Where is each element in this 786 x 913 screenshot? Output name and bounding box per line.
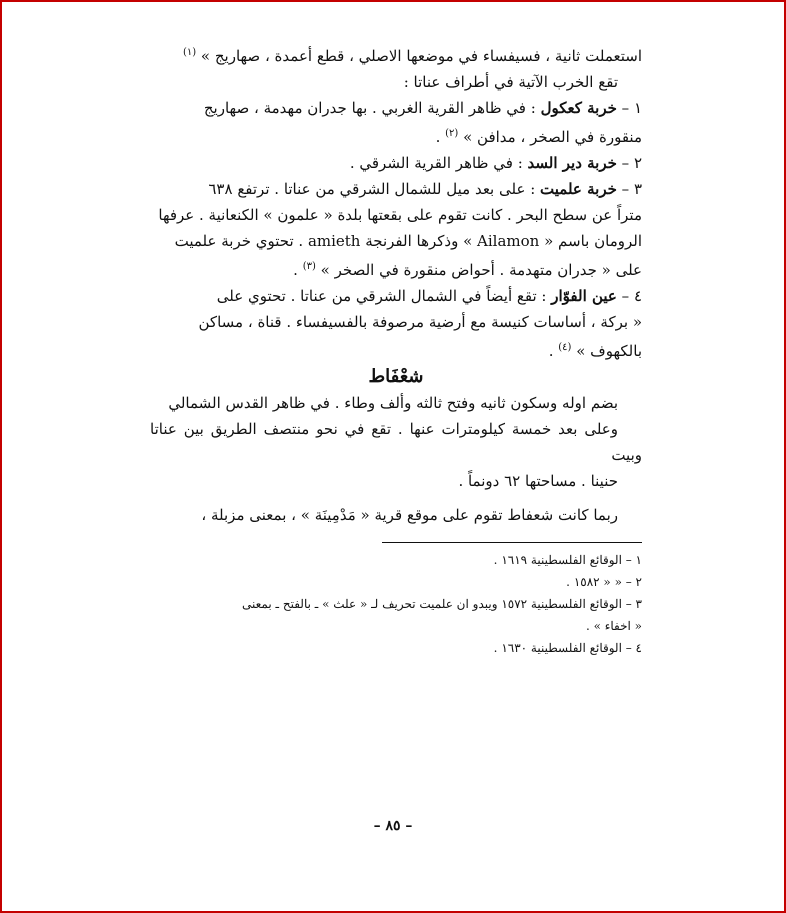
- footnote-2: ٢ – « « ١٥٨٢ .: [566, 575, 642, 589]
- entry-text: : على بعد ميل للشمال الشرقي من عناتا . ترتفع ٦٣٨: [208, 180, 536, 198]
- entry-number: ١ –: [621, 99, 642, 117]
- page-number: – ٨٥ –: [373, 818, 413, 834]
- book-page: [150, 40, 642, 659]
- entry-number: ٢ –: [621, 154, 642, 172]
- entry-text: : تقع أيضاً في الشمال الشرقي من عناتا . تحتوي على: [216, 287, 547, 305]
- entry-text: « بركة ، أساسات كنيسة مع أرضية مرصوفة بالفسيفساء . قناة ، مساكن: [198, 313, 642, 331]
- entry-text: : في ظاهر القرية الغربي . بها جدران مهدمة ، صهاريج: [203, 99, 536, 117]
- footnotes: [150, 549, 642, 659]
- section-heading: شعْفَاط: [368, 366, 424, 387]
- footnote-3-cont: « اخفاء » .: [585, 619, 642, 633]
- entry-text: متراً عن سطح البحر . كانت تقوم على بقعتها بلدة « علمون » الكنعانية . عرفها: [158, 206, 642, 224]
- footnote-1: ١ – الوقائع الفلسطينية ١٦١٩ .: [493, 553, 642, 567]
- section-paragraph-1: بضم اوله وسكون ثانيه وفتح ثالثه وألف وطاء . في ظاهر القدس الشمالي وعلى بعد خمسة كيلومترات عنها . تقع في نحو منتصف الطريق بين عناتا وبيت حنينا . مساحتها ٦٢ دونماً .: [150, 394, 642, 490]
- entry-2: [150, 150, 642, 176]
- footnote-ref-1: (١): [182, 47, 197, 58]
- entry-term: خربة كعكول: [540, 99, 617, 117]
- intro-line-1: استعملت ثانية ، فسيفساء في موضعها الاصلي ، قطع أعمدة ، صهاريج » $^{(١)}$: [182, 47, 642, 65]
- entry-text: الرومان باسم « Ailamon » وذكرها الفرنجة amieth . تحتوي خربة علميت: [174, 232, 642, 250]
- entry-text: بالكهوف » $^{(٤)}$ .: [548, 342, 642, 360]
- entry-term: عين الفوّار: [551, 287, 617, 305]
- entry-term: خربة دير السد: [527, 154, 617, 172]
- footnote-3: ٣ – الوقائع الفلسطينية ١٥٧٢ ويبدو ان علميت تحريف لـ « علث » ـ بالفتح ـ بمعنى: [242, 597, 642, 611]
- footnote-4: ٤ – الوقائع الفلسطينية ١٦٣٠ .: [493, 641, 642, 655]
- footnote-ref-2: (٢): [445, 128, 459, 139]
- section-paragraph-2: ربما كانت شعفاط تقوم على موقع قرية « مَدْمِينَة » ، بمعنى مزبلة ،: [201, 506, 618, 524]
- entry-4: [150, 283, 642, 364]
- entry-term: خربة علميت: [540, 180, 617, 198]
- entry-1: [150, 95, 642, 150]
- footnote-ref-3: (٣): [302, 261, 316, 272]
- entry-number: ٤ –: [621, 287, 642, 305]
- entry-number: ٣ –: [621, 180, 642, 198]
- entry-text: منقورة في الصخر ، مدافن » $^{(٢)}$ .: [435, 128, 642, 146]
- entry-text: : في ظاهر القرية الشرقي .: [349, 154, 523, 172]
- entry-3: [150, 176, 642, 283]
- footnote-divider: [382, 542, 642, 543]
- entry-text: على « جدران متهدمة . أحواض منقورة في الصخر » $^{(٣)}$ .: [293, 261, 642, 279]
- intro-line-2: تقع الخرب الآتية في أطراف عناتا :: [403, 73, 618, 91]
- footnote-ref-4: (٤): [558, 342, 572, 353]
